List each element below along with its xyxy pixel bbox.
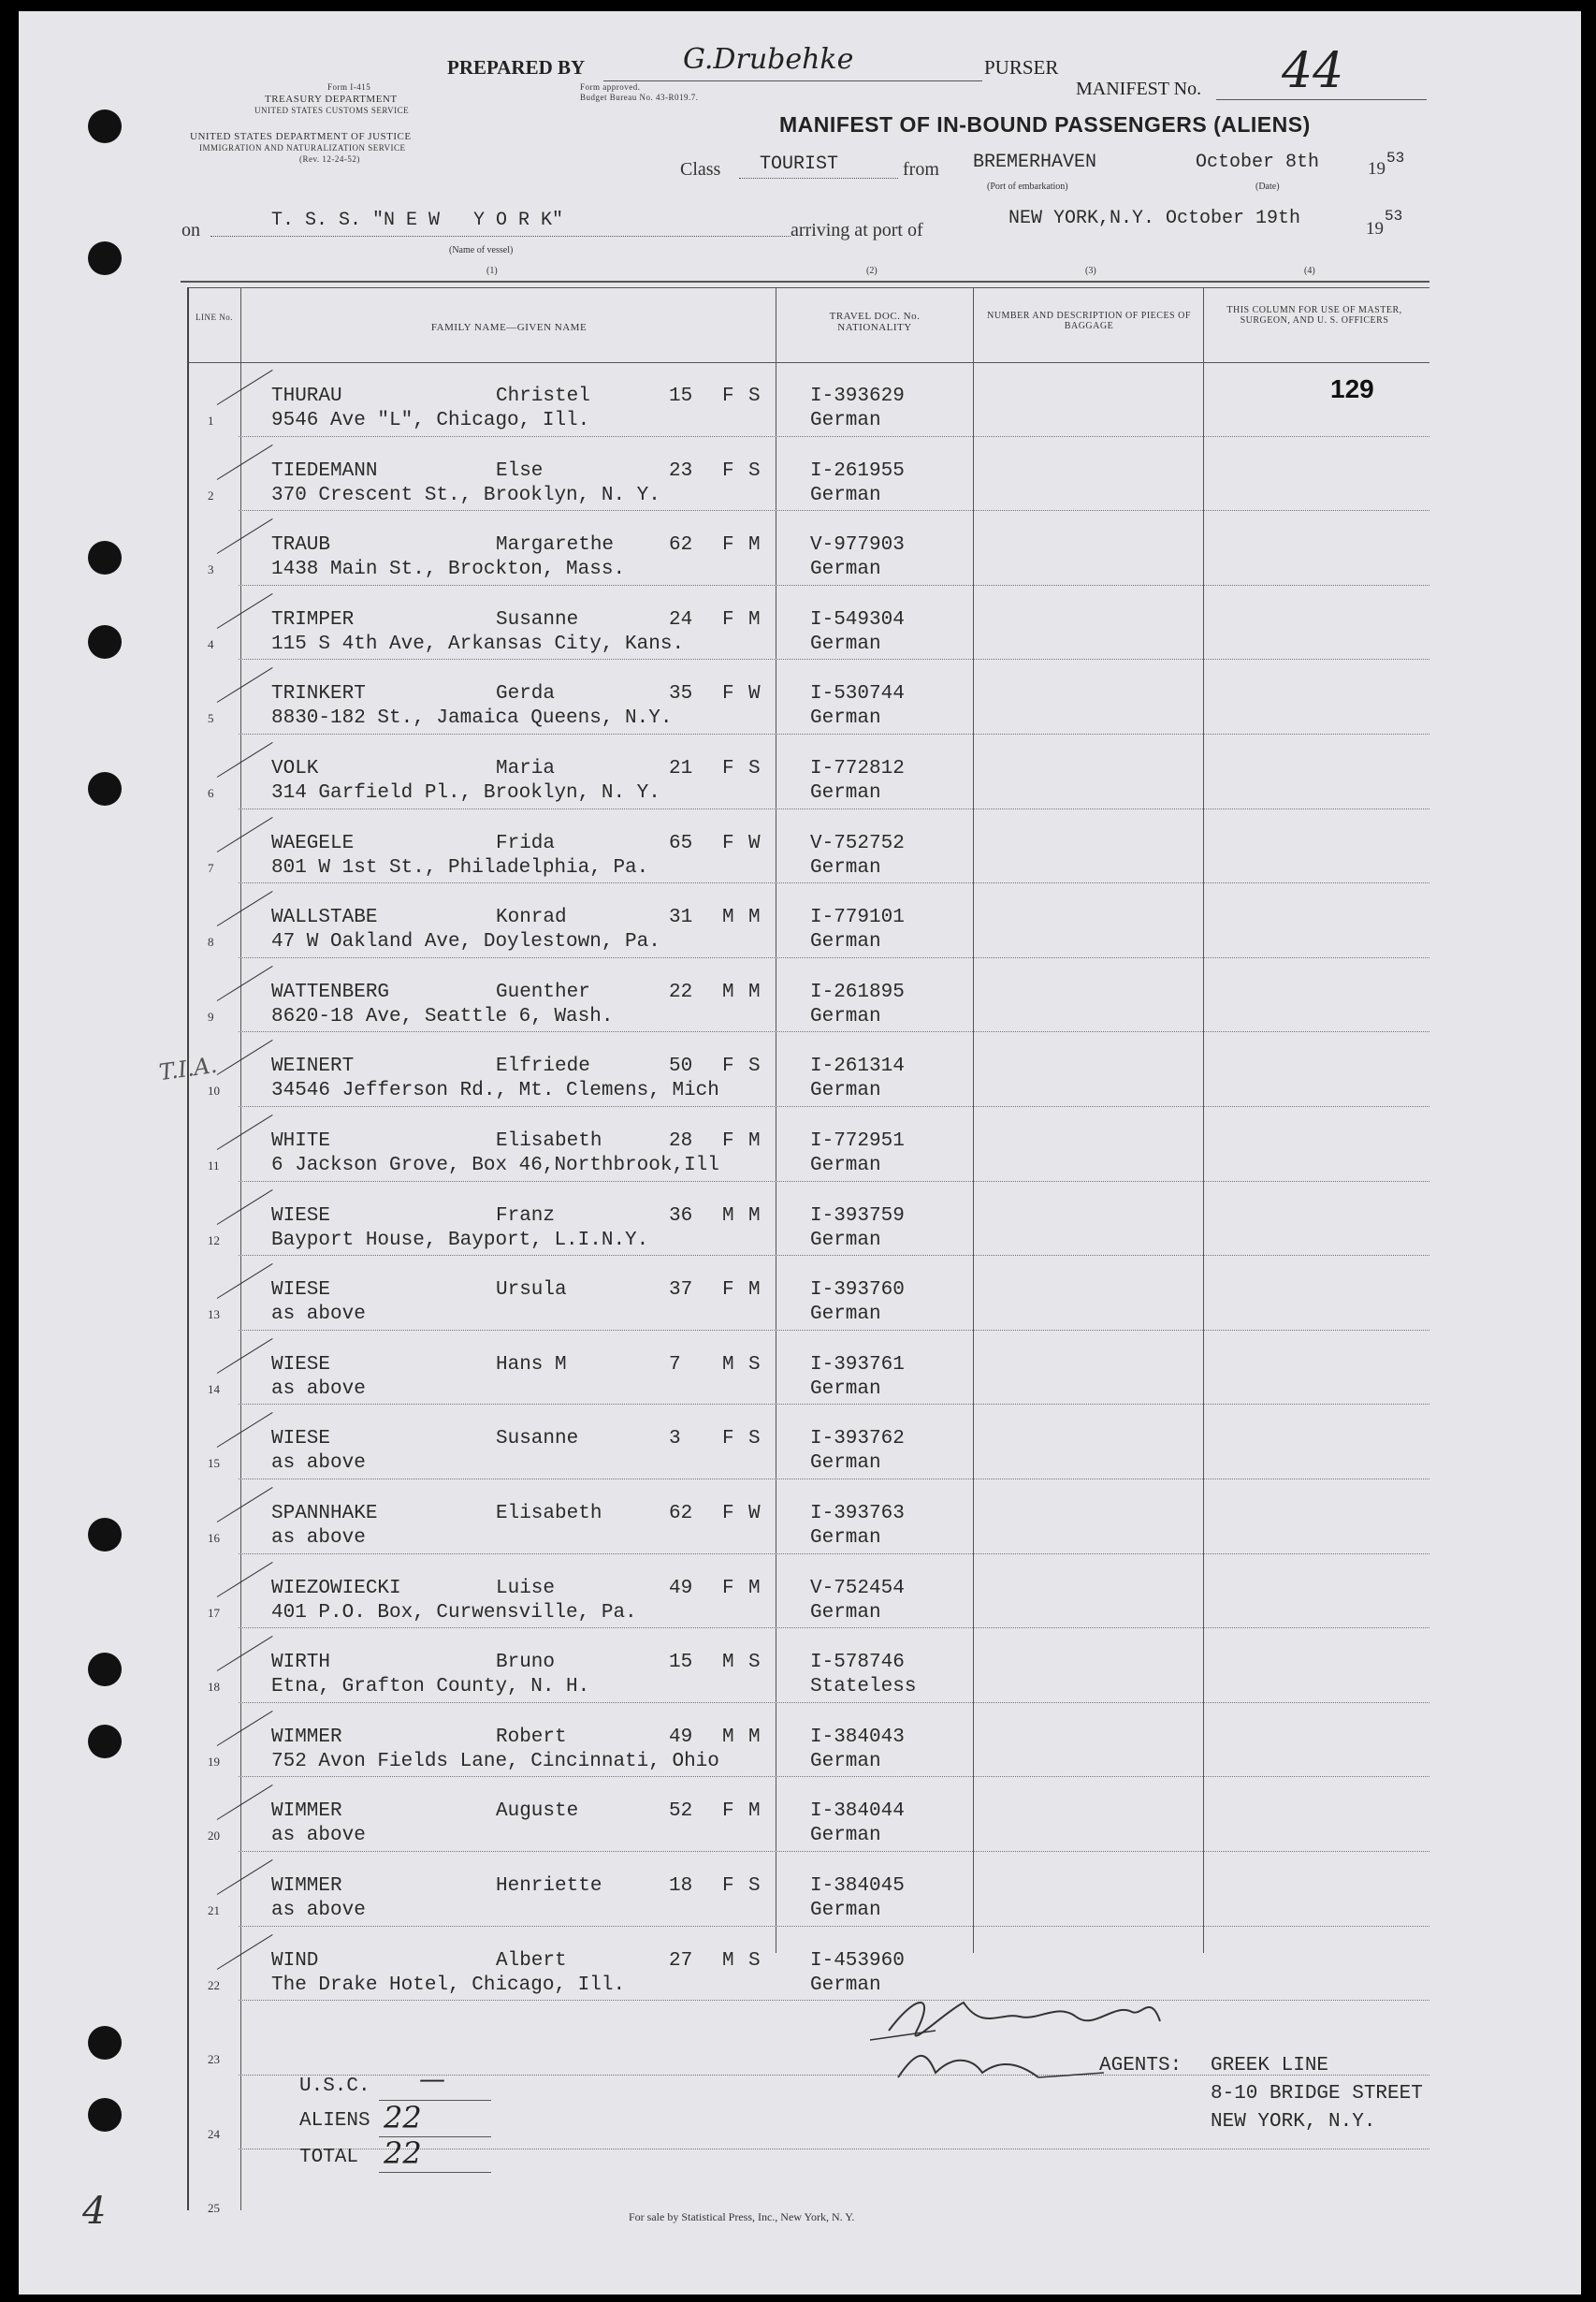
line-number: 3	[208, 562, 214, 577]
address: 8830-182 St., Jamaica Queens, N.Y.	[271, 707, 673, 730]
given-name: Ursula	[496, 1279, 567, 1302]
travel-doc-number: I-384043	[810, 1726, 905, 1748]
agents-line1: GREEK LINE	[1211, 2055, 1329, 2076]
given-name: Henriette	[496, 1875, 602, 1897]
family-name: WATTENBERG	[271, 981, 390, 1003]
col-num-4: (4)	[1304, 266, 1315, 276]
marital-status: W	[748, 832, 761, 854]
age: 21	[669, 758, 693, 779]
age: 62	[669, 534, 693, 557]
agents-line3: NEW YORK, N.Y.	[1211, 2111, 1376, 2133]
given-name: Guenther	[496, 981, 590, 1003]
family-name: WIESE	[271, 1353, 331, 1376]
sex: F	[722, 1503, 734, 1524]
agents-line2: 8-10 BRIDGE STREET	[1211, 2083, 1423, 2105]
address: 8620-18 Ave, Seattle 6, Wash.	[271, 1005, 614, 1027]
col-header-travel-doc: TRAVEL DOC. No. NATIONALITY	[829, 311, 921, 333]
line-number: 18	[208, 1680, 220, 1695]
vessel-name: T. S. S. "N E W Y O R K"	[271, 210, 564, 231]
manifest-no-value: 44	[1282, 43, 1344, 99]
nationality: German	[810, 1229, 881, 1251]
family-name: TRINKERT	[271, 683, 366, 706]
marital-status: S	[748, 1056, 761, 1078]
given-name: Margarethe	[496, 534, 615, 557]
justice-line3: (Rev. 12-24-52)	[299, 154, 360, 164]
nationality: German	[810, 633, 881, 655]
address: 314 Garfield Pl., Brooklyn, N. Y.	[271, 782, 660, 804]
nationality: German	[810, 1080, 881, 1102]
col-header-line-no: LINE No.	[196, 313, 233, 322]
age: 52	[669, 1800, 693, 1823]
travel-doc-number: I-779101	[810, 907, 905, 929]
travel-doc-number: I-453960	[810, 1949, 905, 1972]
prepared-by-label: PREPARED BY	[447, 56, 586, 79]
marital-status: S	[748, 1949, 761, 1972]
marital-status: S	[748, 758, 761, 779]
given-name: Albert	[496, 1949, 567, 1972]
sex: M	[722, 907, 734, 929]
col-header-officers: THIS COLUMN FOR USE OF MASTER, SURGEON, AND U. S. OFFICERS	[1226, 305, 1402, 326]
punch-hole	[88, 241, 122, 275]
age: 65	[669, 832, 693, 854]
travel-doc-number: I-384045	[810, 1875, 905, 1897]
marital-status: M	[748, 1800, 761, 1823]
age: 24	[669, 608, 693, 631]
agents-label: AGENTS:	[1099, 2055, 1182, 2076]
nationality: German	[810, 707, 881, 730]
given-name: Christel	[496, 386, 590, 407]
address: 752 Avon Fields Lane, Cincinnati, Ohio	[271, 1750, 719, 1772]
line-number: 2	[208, 488, 214, 503]
line-number: 13	[208, 1307, 220, 1322]
nationality: German	[810, 1304, 881, 1326]
punch-hole	[88, 2026, 122, 2060]
age: 35	[669, 683, 693, 706]
given-name: Elisabeth	[496, 1503, 602, 1524]
family-name: SPANNHAKE	[271, 1503, 378, 1524]
given-name: Bruno	[496, 1652, 556, 1674]
col-num-2: (2)	[866, 266, 878, 276]
sex: M	[722, 1726, 734, 1748]
line-number: 14	[208, 1381, 220, 1396]
given-name: Konrad	[496, 907, 567, 929]
sex: F	[722, 534, 734, 557]
nationality: German	[810, 931, 881, 954]
justice-line2: IMMIGRATION AND NATURALIZATION SERVICE	[199, 143, 406, 153]
age: 28	[669, 1130, 693, 1152]
total-value: 22	[384, 2135, 422, 2171]
nationality: German	[810, 782, 881, 804]
age: 22	[669, 981, 693, 1003]
manifest-title: MANIFEST OF IN-BOUND PASSENGERS (ALIENS)	[779, 112, 1311, 137]
prepared-by-signature: G.Drubehke	[683, 43, 854, 76]
family-name: TRIMPER	[271, 608, 355, 631]
arriving-label: arriving at port of	[791, 220, 923, 240]
address: 47 W Oakland Ave, Doylestown, Pa.	[271, 931, 660, 954]
marital-status: M	[748, 1577, 761, 1599]
age: 7	[669, 1353, 681, 1376]
given-name: Auguste	[496, 1800, 579, 1823]
age: 49	[669, 1726, 693, 1748]
nationality: German	[810, 1974, 881, 1996]
nationality: German	[810, 1750, 881, 1772]
address: Etna, Grafton County, N. H.	[271, 1676, 590, 1698]
travel-doc-number: V-752454	[810, 1577, 905, 1599]
line-number: 16	[208, 1531, 220, 1545]
nationality: German	[810, 484, 881, 506]
form-approved-1: Form approved.	[580, 82, 641, 92]
marital-status: S	[748, 459, 761, 482]
table-row	[187, 1260, 1429, 1335]
line-number: 23	[208, 2052, 220, 2067]
from-label: from	[903, 159, 939, 180]
sex: M	[722, 1204, 734, 1227]
age: 15	[669, 1652, 693, 1674]
nationality: Stateless	[810, 1676, 917, 1698]
sex: M	[722, 1353, 734, 1376]
col-header-baggage: NUMBER AND DESCRIPTION OF PIECES OF BAGGAGE	[987, 311, 1191, 331]
punch-hole	[88, 625, 122, 659]
col-header-name: FAMILY NAME—GIVEN NAME	[430, 322, 588, 333]
family-name: WIMMER	[271, 1800, 342, 1823]
marital-status: M	[748, 1279, 761, 1302]
nationality: German	[810, 1452, 881, 1475]
given-name: Robert	[496, 1726, 567, 1748]
line-number: 19	[208, 1754, 220, 1769]
travel-doc-number: I-549304	[810, 608, 905, 631]
family-name: TRAUB	[271, 534, 331, 557]
family-name: WIESE	[271, 1428, 331, 1450]
age: 36	[669, 1204, 693, 1227]
form-number: Form I-415	[327, 82, 371, 92]
family-name: WIRTH	[271, 1652, 331, 1674]
sex: F	[722, 1130, 734, 1152]
family-name: WIESE	[271, 1279, 331, 1302]
year-suffix-1: 53	[1386, 150, 1405, 167]
address: as above	[271, 1304, 366, 1326]
given-name: Maria	[496, 758, 556, 779]
total-label: TOTAL	[299, 2147, 359, 2168]
given-name: Elisabeth	[496, 1130, 602, 1152]
travel-doc-number: I-393629	[810, 386, 905, 407]
line-number: 25	[208, 2201, 220, 2216]
marital-status: W	[748, 683, 761, 706]
family-name: TIEDEMANN	[271, 459, 378, 482]
port-embarkation-caption: (Port of embarkation)	[987, 182, 1068, 192]
age: 18	[669, 1875, 693, 1897]
family-name: WAEGELE	[271, 832, 355, 854]
travel-doc-number: I-772812	[810, 758, 905, 779]
punch-hole	[88, 109, 122, 143]
given-name: Frida	[496, 832, 556, 854]
marital-status: S	[748, 1353, 761, 1376]
year-suffix-2: 53	[1385, 208, 1403, 225]
family-name: WIESE	[271, 1204, 331, 1227]
marital-status: M	[748, 608, 761, 631]
sex: F	[722, 1279, 734, 1302]
family-name: WIEZOWIECKI	[271, 1577, 401, 1599]
sex: F	[722, 608, 734, 631]
travel-doc-number: I-393761	[810, 1353, 905, 1376]
date-caption: (Date)	[1255, 182, 1280, 192]
age: 15	[669, 386, 693, 407]
punch-hole	[88, 2098, 122, 2132]
travel-doc-number: I-772951	[810, 1130, 905, 1152]
punch-hole	[88, 772, 122, 806]
address: 1438 Main St., Brockton, Mass.	[271, 559, 626, 581]
family-name: WEINERT	[271, 1056, 355, 1078]
treasury-line2: UNITED STATES CUSTOMS SERVICE	[254, 106, 410, 115]
nationality: German	[810, 1900, 881, 1921]
line-number: 22	[208, 1977, 220, 1992]
departure-date: October 8th	[1196, 152, 1320, 173]
age: 31	[669, 907, 693, 929]
marital-status: S	[748, 1652, 761, 1674]
sex: F	[722, 1875, 734, 1897]
age: 49	[669, 1577, 693, 1599]
line-number: 21	[208, 1903, 220, 1917]
given-name: Elfriede	[496, 1056, 590, 1078]
address: 115 S 4th Ave, Arkansas City, Kans.	[271, 633, 685, 655]
age: 27	[669, 1949, 693, 1972]
table-row	[187, 1782, 1429, 1857]
nationality: German	[810, 856, 881, 879]
address: 401 P.O. Box, Curwensville, Pa.	[271, 1601, 637, 1624]
line-number: 1	[208, 414, 214, 428]
punch-hole	[88, 1725, 122, 1758]
aliens-value: 22	[384, 2100, 422, 2135]
marital-status: M	[748, 1130, 761, 1152]
line-number: 8	[208, 935, 214, 950]
punch-hole	[88, 1653, 122, 1686]
sex: F	[722, 1577, 734, 1599]
travel-doc-number: I-261895	[810, 981, 905, 1003]
line-number: 15	[208, 1456, 220, 1471]
col-num-1: (1)	[486, 266, 498, 276]
nationality: German	[810, 559, 881, 581]
line-number: 24	[208, 2126, 220, 2141]
travel-doc-number: I-578746	[810, 1652, 905, 1674]
nationality: German	[810, 410, 881, 431]
nationality: German	[810, 1527, 881, 1549]
age: 3	[669, 1428, 681, 1450]
travel-doc-number: I-393760	[810, 1279, 905, 1302]
travel-doc-number: V-977903	[810, 534, 905, 557]
marital-status: M	[748, 981, 761, 1003]
given-name: Luise	[496, 1577, 556, 1599]
line-number: 4	[208, 636, 214, 651]
year-prefix-2: 19	[1366, 219, 1384, 239]
address: 801 W 1st St., Philadelphia, Pa.	[271, 856, 649, 879]
bottom-margin-mark: 4	[82, 2190, 107, 2233]
age: 62	[669, 1503, 693, 1524]
sex: F	[722, 683, 734, 706]
address: as above	[271, 1900, 366, 1921]
sex: F	[722, 386, 734, 407]
marital-status: M	[748, 534, 761, 557]
line-number: 7	[208, 860, 214, 875]
sex: F	[722, 1428, 734, 1450]
line-number: 17	[208, 1605, 220, 1620]
sex: F	[722, 832, 734, 854]
travel-doc-number: V-752752	[810, 832, 905, 854]
given-name: Susanne	[496, 608, 579, 631]
nationality: German	[810, 1601, 881, 1624]
table-row	[187, 1857, 1429, 1931]
address: as above	[271, 1825, 366, 1847]
given-name: Else	[496, 459, 544, 482]
margin-note: T.I.A.	[157, 1051, 219, 1086]
marital-status: M	[748, 1204, 761, 1227]
address: 34546 Jefferson Rd., Mt. Clemens, Mich	[271, 1080, 719, 1102]
sex: M	[722, 981, 734, 1003]
justice-line1: UNITED STATES DEPARTMENT OF JUSTICE	[190, 131, 412, 142]
arrival-port: NEW YORK,N.Y. October 19th	[1008, 208, 1301, 229]
sex: M	[722, 1652, 734, 1674]
manifest-no-label: MANIFEST No.	[1076, 79, 1202, 99]
given-name: Hans M	[496, 1353, 567, 1376]
travel-doc-number: I-530744	[810, 683, 905, 706]
table-row	[187, 1335, 1429, 1410]
address: as above	[271, 1377, 366, 1400]
family-name: WALLSTABE	[271, 907, 378, 929]
table-row	[187, 1409, 1429, 1484]
marital-status: M	[748, 907, 761, 929]
treasury-line1: TREASURY DEPARTMENT	[265, 94, 398, 105]
officer-number: 129	[1330, 374, 1374, 403]
age: 37	[669, 1279, 693, 1302]
address: Bayport House, Bayport, L.I.N.Y.	[271, 1229, 649, 1251]
marital-status: S	[748, 386, 761, 407]
sex: M	[722, 1949, 734, 1972]
line-number: 10	[208, 1084, 220, 1099]
address: as above	[271, 1452, 366, 1475]
punch-hole	[88, 1518, 122, 1552]
travel-doc-number: I-393759	[810, 1204, 905, 1227]
travel-doc-number: I-384044	[810, 1800, 905, 1823]
given-name: Susanne	[496, 1428, 579, 1450]
line-number: 12	[208, 1232, 220, 1247]
year-prefix-1: 19	[1368, 159, 1386, 179]
travel-doc-number: I-393763	[810, 1503, 905, 1524]
nationality: German	[810, 1825, 881, 1847]
address: 6 Jackson Grove, Box 46,Northbrook,Ill	[271, 1155, 719, 1176]
address: 9546 Ave "L", Chicago, Ill.	[271, 410, 590, 431]
marital-status: W	[748, 1503, 761, 1524]
on-label: on	[181, 220, 200, 240]
class-value: TOURIST	[760, 153, 839, 175]
aliens-label: ALIENS	[299, 2110, 370, 2132]
family-name: VOLK	[271, 758, 319, 779]
marital-status: S	[748, 1428, 761, 1450]
age: 50	[669, 1056, 693, 1078]
class-label: Class	[680, 159, 721, 180]
vessel-caption: (Name of vessel)	[449, 245, 514, 255]
marital-status: M	[748, 1726, 761, 1748]
nationality: German	[810, 1377, 881, 1400]
family-name: WIMMER	[271, 1726, 342, 1748]
travel-doc-number: I-261314	[810, 1056, 905, 1078]
footer-text: For sale by Statistical Press, Inc., New York, N. Y.	[629, 2210, 855, 2223]
age: 23	[669, 459, 693, 482]
port-embarkation: BREMERHAVEN	[973, 152, 1097, 173]
line-number: 11	[208, 1158, 220, 1173]
nationality: German	[810, 1005, 881, 1027]
marital-status: S	[748, 1875, 761, 1897]
sex: F	[722, 1056, 734, 1078]
usc-label: U.S.C.	[299, 2076, 370, 2097]
address: 370 Crescent St., Brooklyn, N. Y.	[271, 484, 660, 506]
sex: F	[722, 1800, 734, 1823]
family-name: WIND	[271, 1949, 319, 1972]
given-name: Franz	[496, 1204, 556, 1227]
nationality: German	[810, 1155, 881, 1176]
purser-label: PURSER	[984, 56, 1059, 79]
sex: F	[722, 459, 734, 482]
sex: F	[722, 758, 734, 779]
family-name: THURAU	[271, 386, 342, 407]
form-approved-2: Budget Bureau No. 43-R019.7.	[580, 93, 699, 102]
address: The Drake Hotel, Chicago, Ill.	[271, 1974, 626, 1996]
line-number: 6	[208, 786, 214, 800]
line-number: 9	[208, 1009, 214, 1024]
given-name: Gerda	[496, 683, 556, 706]
address: as above	[271, 1527, 366, 1549]
col-num-3: (3)	[1085, 266, 1096, 276]
line-number: 20	[208, 1828, 220, 1843]
family-name: WIMMER	[271, 1875, 342, 1897]
line-number: 5	[208, 711, 214, 726]
travel-doc-number: I-261955	[810, 459, 905, 482]
family-name: WHITE	[271, 1130, 331, 1152]
punch-hole	[88, 541, 122, 575]
travel-doc-number: I-393762	[810, 1428, 905, 1450]
usc-value: —	[419, 2063, 445, 2094]
